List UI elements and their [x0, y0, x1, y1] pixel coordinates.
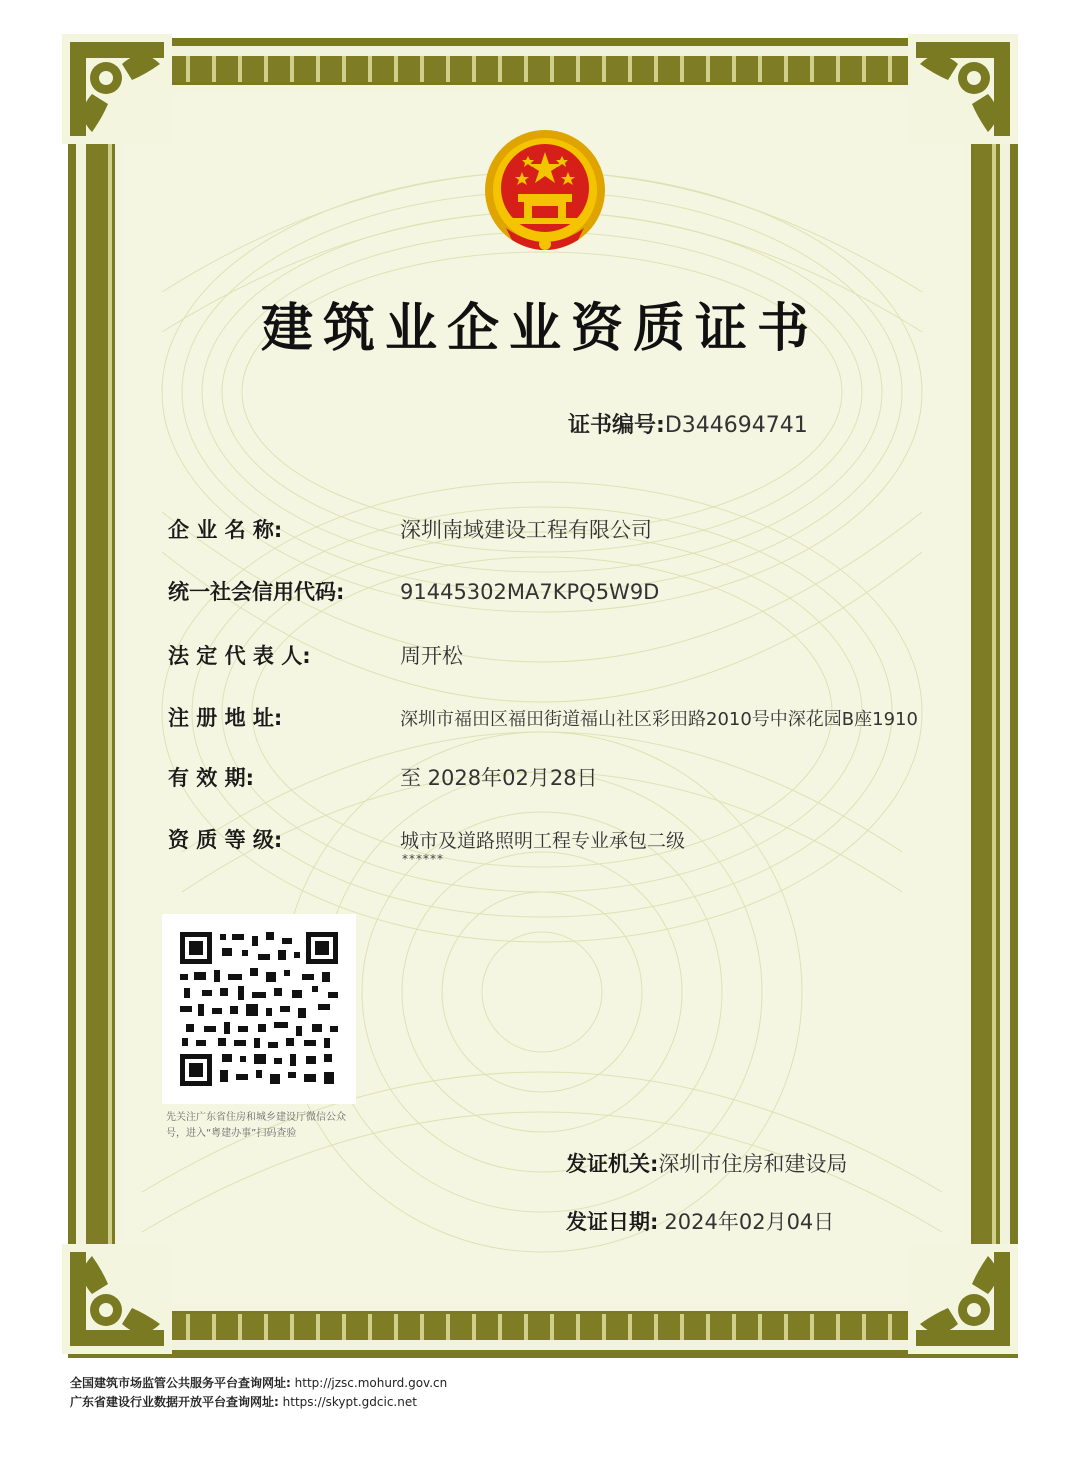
corner-ornament-icon [62, 34, 172, 144]
field-value: 91445302MA7KPQ5W9D [400, 580, 660, 604]
footer-query-line-2 [70, 1393, 417, 1410]
field-value: 至 2028年02月28日 [400, 766, 598, 790]
field-label: 有 效 期: [168, 766, 255, 790]
qr-code-panel [162, 914, 356, 1104]
certificate-number-value: D344694741 [664, 413, 808, 438]
footer-label: 全国建筑市场监管公共服务平台查询网址: [70, 1376, 291, 1390]
qr-code-icon[interactable] [162, 914, 356, 1104]
field-company-name [168, 514, 652, 544]
issuing-authority [566, 1148, 847, 1178]
issuing-authority-label: 发证机关: [566, 1152, 659, 1176]
footer-query-line-1 [70, 1374, 447, 1391]
issue-date [566, 1206, 834, 1236]
national-emblem-icon [482, 128, 608, 260]
corner-ornament-icon [62, 1244, 172, 1354]
field-registered-address [168, 702, 918, 732]
field-value: 周开松 [400, 644, 463, 668]
corner-ornament-icon [908, 1244, 1018, 1354]
issuing-authority-value: 深圳市住房和建设局 [658, 1152, 848, 1176]
qualification-end-mark: ****** [402, 852, 444, 866]
field-legal-representative [168, 640, 463, 670]
footer-url-link[interactable]: https://skypt.gdcic.net [282, 1395, 417, 1409]
footer-url-link[interactable]: http://jzsc.mohurd.gov.cn [294, 1376, 448, 1390]
field-qualification-level [168, 824, 685, 854]
certificate-number [568, 408, 808, 439]
certificate-title: 建筑业企业资质证书 [260, 299, 819, 359]
field-label: 统一社会信用代码: [168, 580, 345, 604]
issue-date-label: 发证日期: [566, 1210, 659, 1234]
field-validity [168, 762, 598, 792]
footer-label: 广东省建设行业数据开放平台查询网址: [70, 1395, 279, 1409]
field-credit-code [168, 576, 659, 606]
field-value: 深圳南域建设工程有限公司 [400, 518, 652, 542]
field-label: 企 业 名 称: [168, 518, 283, 542]
field-value: 深圳市福田区福田街道福山社区彩田路2010号中深花园B座1910 [400, 709, 918, 730]
corner-ornament-icon [908, 34, 1018, 144]
field-label: 法 定 代 表 人: [168, 644, 311, 668]
field-label: 注 册 地 址: [168, 706, 283, 730]
qr-code-caption: 先关注广东省住房和城乡建设厅微信公众号，进入“粤建办事”扫码查验 [166, 1112, 346, 1139]
field-label: 资 质 等 级: [168, 828, 283, 852]
issue-date-value: 2024年02月04日 [664, 1210, 835, 1234]
certificate-number-label: 证书编号: [568, 413, 665, 438]
field-value: 城市及道路照明工程专业承包二级 [400, 830, 686, 852]
